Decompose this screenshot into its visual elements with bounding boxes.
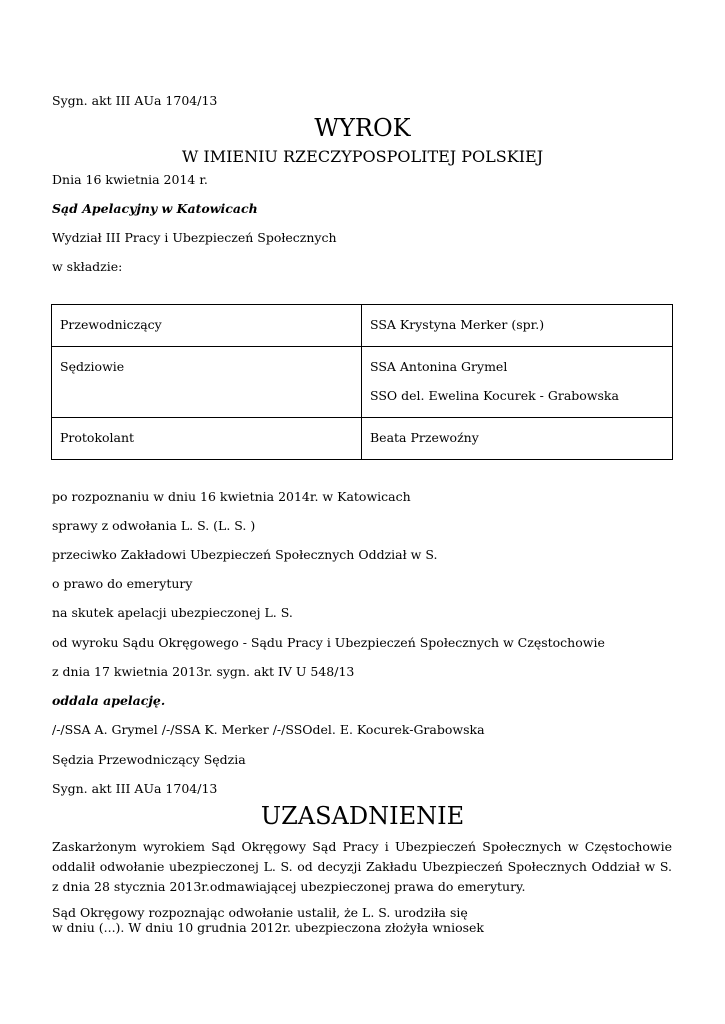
judgment-title: WYROK <box>314 114 411 142</box>
justification-paragraph: Zaskarżonym wyrokiem Sąd Okręgowy Sąd Pracy i Ubezpieczeń Społecznych w Częstochowie oddalił odwołanie ubezpieczonej L. S. od decyzji Zakładu Ubezpieczeń Społecznych Oddział w S. z dnia 28 stycznia 2013r.odmawiającej ubezpieczonej prawa do emerytury. <box>52 839 672 894</box>
justification-line: w dniu (...). W dniu 10 grudnia 2012r. ubezpieczona złożyła wniosek <box>52 920 484 935</box>
composition-role: Przewodniczący <box>60 317 162 332</box>
body-line: o prawo do emerytury <box>52 576 193 591</box>
body-line: sprawy z odwołania L. S. (L. S. ) <box>52 518 256 533</box>
body-line: przeciwko Zakładowi Ubezpieczeń Społecznych Oddział w S. <box>52 547 438 562</box>
composition-member: Beata Przewoźny <box>370 430 479 445</box>
ruling: oddala apelację. <box>52 693 166 708</box>
justification-line: Sąd Okręgowy rozpoznając odwołanie ustalił, że L. S. urodziła się <box>52 905 468 920</box>
case-number-2: Sygn. akt III AUa 1704/13 <box>52 781 218 796</box>
court-division: Wydział III Pracy i Ubezpieczeń Społecznych <box>52 230 337 245</box>
case-number: Sygn. akt III AUa 1704/13 <box>52 93 218 108</box>
composition-member: SSA Krystyna Merker (spr.) <box>370 317 545 332</box>
body-line: po rozpoznaniu w dniu 16 kwietnia 2014r. w Katowicach <box>52 489 411 504</box>
composition-member: SSA Antonina Grymel <box>370 359 508 374</box>
court-composition-table <box>51 304 673 460</box>
table-row <box>52 305 673 347</box>
composition-intro: w składzie: <box>52 259 123 274</box>
table-row <box>52 418 673 460</box>
composition-role: Sędziowie <box>60 359 125 374</box>
court-name: Sąd Apelacyjny w Katowicach <box>52 201 258 216</box>
body-line: na skutek apelacji ubezpieczonej L. S. <box>52 605 293 620</box>
composition-member: SSO del. Ewelina Kocurek - Grabowska <box>370 388 619 403</box>
signatures: /-/SSA A. Grymel /-/SSA K. Merker /-/SSOdel. E. Kocurek-Grabowska <box>52 722 485 737</box>
judgment-subtitle: W IMIENIU RZECZYPOSPOLITEJ POLSKIEJ <box>181 147 544 166</box>
justification-title: UZASADNIENIE <box>260 802 465 830</box>
composition-role: Protokolant <box>60 430 135 445</box>
body-line: od wyroku Sądu Okręgowego - Sądu Pracy i Ubezpieczeń Społecznych w Częstochowie <box>52 635 605 650</box>
judgment-date: Dnia 16 kwietnia 2014 r. <box>52 172 208 187</box>
table-row <box>52 347 673 418</box>
body-line: z dnia 17 kwietnia 2013r. sygn. akt IV U 548/13 <box>52 664 355 679</box>
signature-roles: Sędzia Przewodniczący Sędzia <box>52 752 246 767</box>
